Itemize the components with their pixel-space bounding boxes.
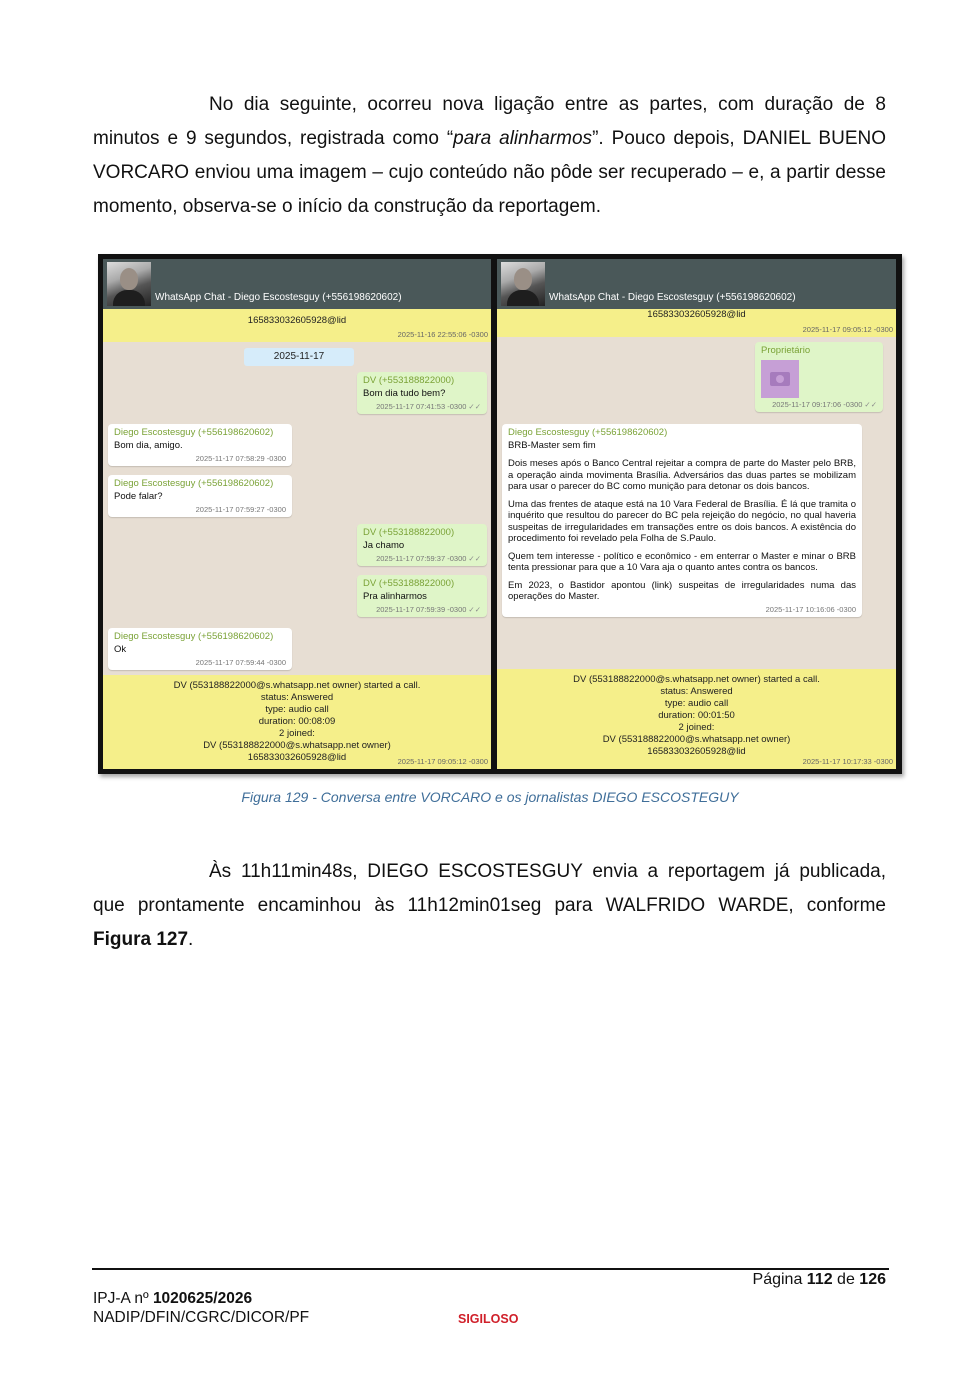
contact-avatar <box>501 262 545 306</box>
message-sender: Diego Escostesguy (+556198620602) <box>114 631 274 642</box>
call-log-banner-top <box>103 309 491 342</box>
message-sender: DV (+553188822000) <box>363 578 455 589</box>
call-log-banner <box>497 669 896 769</box>
call-line: DV (553188822000@s.whatsapp.net owner) <box>203 740 391 751</box>
call-line: 165833032605928@lid <box>647 746 746 757</box>
message-text: Pode falar? <box>114 491 163 502</box>
call-line: 2 joined: <box>279 728 315 739</box>
message-text: Ok <box>114 644 127 655</box>
chat-header <box>497 259 896 309</box>
message-time: 2025-11-17 07:58:29 -0300 <box>195 454 286 463</box>
call-timestamp: 2025-11-17 09:05:12 -0300 <box>397 757 488 766</box>
banner-timestamp: 2025-11-17 09:05:12 -0300 <box>802 325 893 334</box>
message-bubble <box>357 524 487 566</box>
message-time: 2025-11-17 07:59:44 -0300 <box>195 658 286 667</box>
message-sender: DV (+553188822000) <box>363 375 455 386</box>
body-paragraph-2 <box>93 855 886 957</box>
call-line: 165833032605928@lid <box>247 752 347 763</box>
figure-caption: Figura 129 - Conversa entre VORCARO e os jornalistas DIEGO ESCOSTEGUY <box>241 789 739 805</box>
message-text: Ja chamo <box>363 540 405 551</box>
banner-line: 165833032605928@lid <box>647 309 746 320</box>
unit-code: NADIP/DFIN/CGRC/DICOR/PF <box>93 1309 310 1326</box>
double-check-icon: ✓✓ <box>468 605 481 614</box>
call-log-banner <box>103 675 491 769</box>
banner-line: 165833032605928@lid <box>247 315 347 326</box>
call-line: DV (553188822000@s.whatsapp.net owner) <box>602 734 791 745</box>
message-bubble <box>357 372 487 414</box>
message-bubble <box>108 424 292 466</box>
message-bubble <box>108 475 292 517</box>
page-of: de <box>832 1271 860 1288</box>
page-number <box>753 1271 886 1289</box>
message-time: 2025-11-17 09:17:06 -0300 <box>772 400 863 409</box>
message-time: 2025-11-17 10:16:06 -0300 <box>765 604 856 614</box>
call-line: duration: 00:08:09 <box>258 716 336 727</box>
message-sender: DV (+553188822000) <box>363 527 455 538</box>
call-details <box>497 669 896 758</box>
footer-divider <box>92 1268 889 1270</box>
message-text: Bom dia tudo bem? <box>363 388 446 399</box>
message-text: Pra alinharmos <box>363 591 427 602</box>
chat-panel-left <box>103 259 491 769</box>
message-time: 2025-11-17 07:41:53 -0300 <box>376 402 467 411</box>
paragraph-1-text-b: ”. Pouco depois, DANIEL BUENO VORCARO enviou uma imagem – cujo conteúdo não pôde ser recuperado – e, a partir desse momento, observa-se o início da construção da reportagem. <box>93 128 886 217</box>
call-timestamp: 2025-11-17 10:17:33 -0300 <box>802 757 893 766</box>
classification-badge: SIGILOSO <box>458 1312 519 1326</box>
message-time: 2025-11-17 07:59:39 -0300 <box>376 605 467 614</box>
article-paragraph: Dois meses após o Banco Central rejeitar a compra de parte do Master pelo BRB, a operação ainda movimenta Brasília. Adversários das duas partes se mobilizam para usar o parecer do BC como munição para detonar os dois bancos. <box>508 458 856 492</box>
paragraph-1-text-a: No dia seguinte, ocorreu nova ligação entre as partes, com duração de 8 minutos e 9 segundos, registrada como “ <box>93 94 886 149</box>
ipj-label: IPJ-A nº <box>93 1290 153 1307</box>
call-details <box>103 675 491 764</box>
figure-reference: Figura 127 <box>93 929 189 950</box>
body-paragraph-1 <box>93 88 886 224</box>
call-line: type: audio call <box>664 698 729 709</box>
call-log-banner-top <box>497 309 896 337</box>
chat-panel-right <box>497 259 896 769</box>
page-total: 126 <box>859 1271 886 1288</box>
banner-timestamp: 2025-11-16 22:55:06 -0300 <box>397 330 488 339</box>
article-paragraph: Em 2023, o Bastidor apontou (link) suspeitas de irregularidades numa das operações do Master. <box>508 579 856 602</box>
double-check-icon: ✓✓ <box>468 554 481 563</box>
chat-title: WhatsApp Chat - Diego Escostesguy (+556198620602) <box>549 292 796 303</box>
page-current: 112 <box>806 1271 833 1288</box>
message-time: 2025-11-17 07:59:37 -0300 <box>376 554 467 563</box>
message-sender: Diego Escostesguy (+556198620602) <box>114 478 274 489</box>
paragraph-1-italic: para alinharmos <box>453 128 593 149</box>
chat-header <box>103 259 491 309</box>
contact-avatar <box>107 262 151 306</box>
image-placeholder-icon <box>761 360 799 398</box>
article-title: BRB-Master sem fim <box>508 440 596 451</box>
paragraph-2-text-b: . <box>188 929 194 950</box>
page-label: Página <box>752 1271 807 1288</box>
call-line: status: Answered <box>660 686 733 697</box>
message-sender: Diego Escostesguy (+556198620602) <box>508 427 668 438</box>
article-message <box>502 424 862 617</box>
message-time: 2025-11-17 07:59:27 -0300 <box>195 505 286 514</box>
call-line: DV (553188822000@s.whatsapp.net owner) started a call. <box>173 680 421 691</box>
call-line: status: Answered <box>260 692 334 703</box>
message-text: Bom dia, amigo. <box>114 440 183 451</box>
chat-title: WhatsApp Chat - Diego Escostesguy (+556198620602) <box>155 292 402 303</box>
call-line: duration: 00:01:50 <box>658 710 735 721</box>
paragraph-2-text-a: Às 11h11min48s, DIEGO ESCOSTESGUY envia a reportagem já publicada, que prontamente encaminhou às 11h12min01seg para WALFRIDO WARDE, conforme <box>93 861 886 916</box>
article-paragraph: Quem tem interesse - político e econômico - em enterrar o Master e minar o BRB tenta pressionar para que a 10 Vara aja o quanto antes contra os bancos. <box>508 550 856 573</box>
owner-image-message <box>755 342 883 412</box>
date-chip: 2025-11-17 <box>244 348 354 366</box>
call-line: DV (553188822000@s.whatsapp.net owner) started a call. <box>573 674 820 685</box>
call-line: type: audio call <box>265 704 329 715</box>
message-bubble <box>357 575 487 617</box>
message-sender: Diego Escostesguy (+556198620602) <box>114 427 274 438</box>
document-id <box>93 1290 252 1308</box>
article-paragraph: Uma das frentes de ataque está na 10 Vara Federal de Brasília. É lá que tramita o inquérito que resultou do parecer do BC pela rejeição do negócio, no qual haveria suspeitas de irregularidades em transações entre os dois bancos. A existência do procedimento foi revelado pela Folha de S.Paulo. <box>508 498 856 544</box>
call-line: 2 joined: <box>678 722 715 733</box>
whatsapp-screenshot-figure <box>98 254 902 774</box>
double-check-icon: ✓✓ <box>864 400 877 409</box>
message-sender: Proprietário <box>761 345 811 356</box>
ipj-number: 1020625/2026 <box>152 1290 253 1307</box>
double-check-icon: ✓✓ <box>468 402 481 411</box>
message-bubble <box>108 628 292 670</box>
